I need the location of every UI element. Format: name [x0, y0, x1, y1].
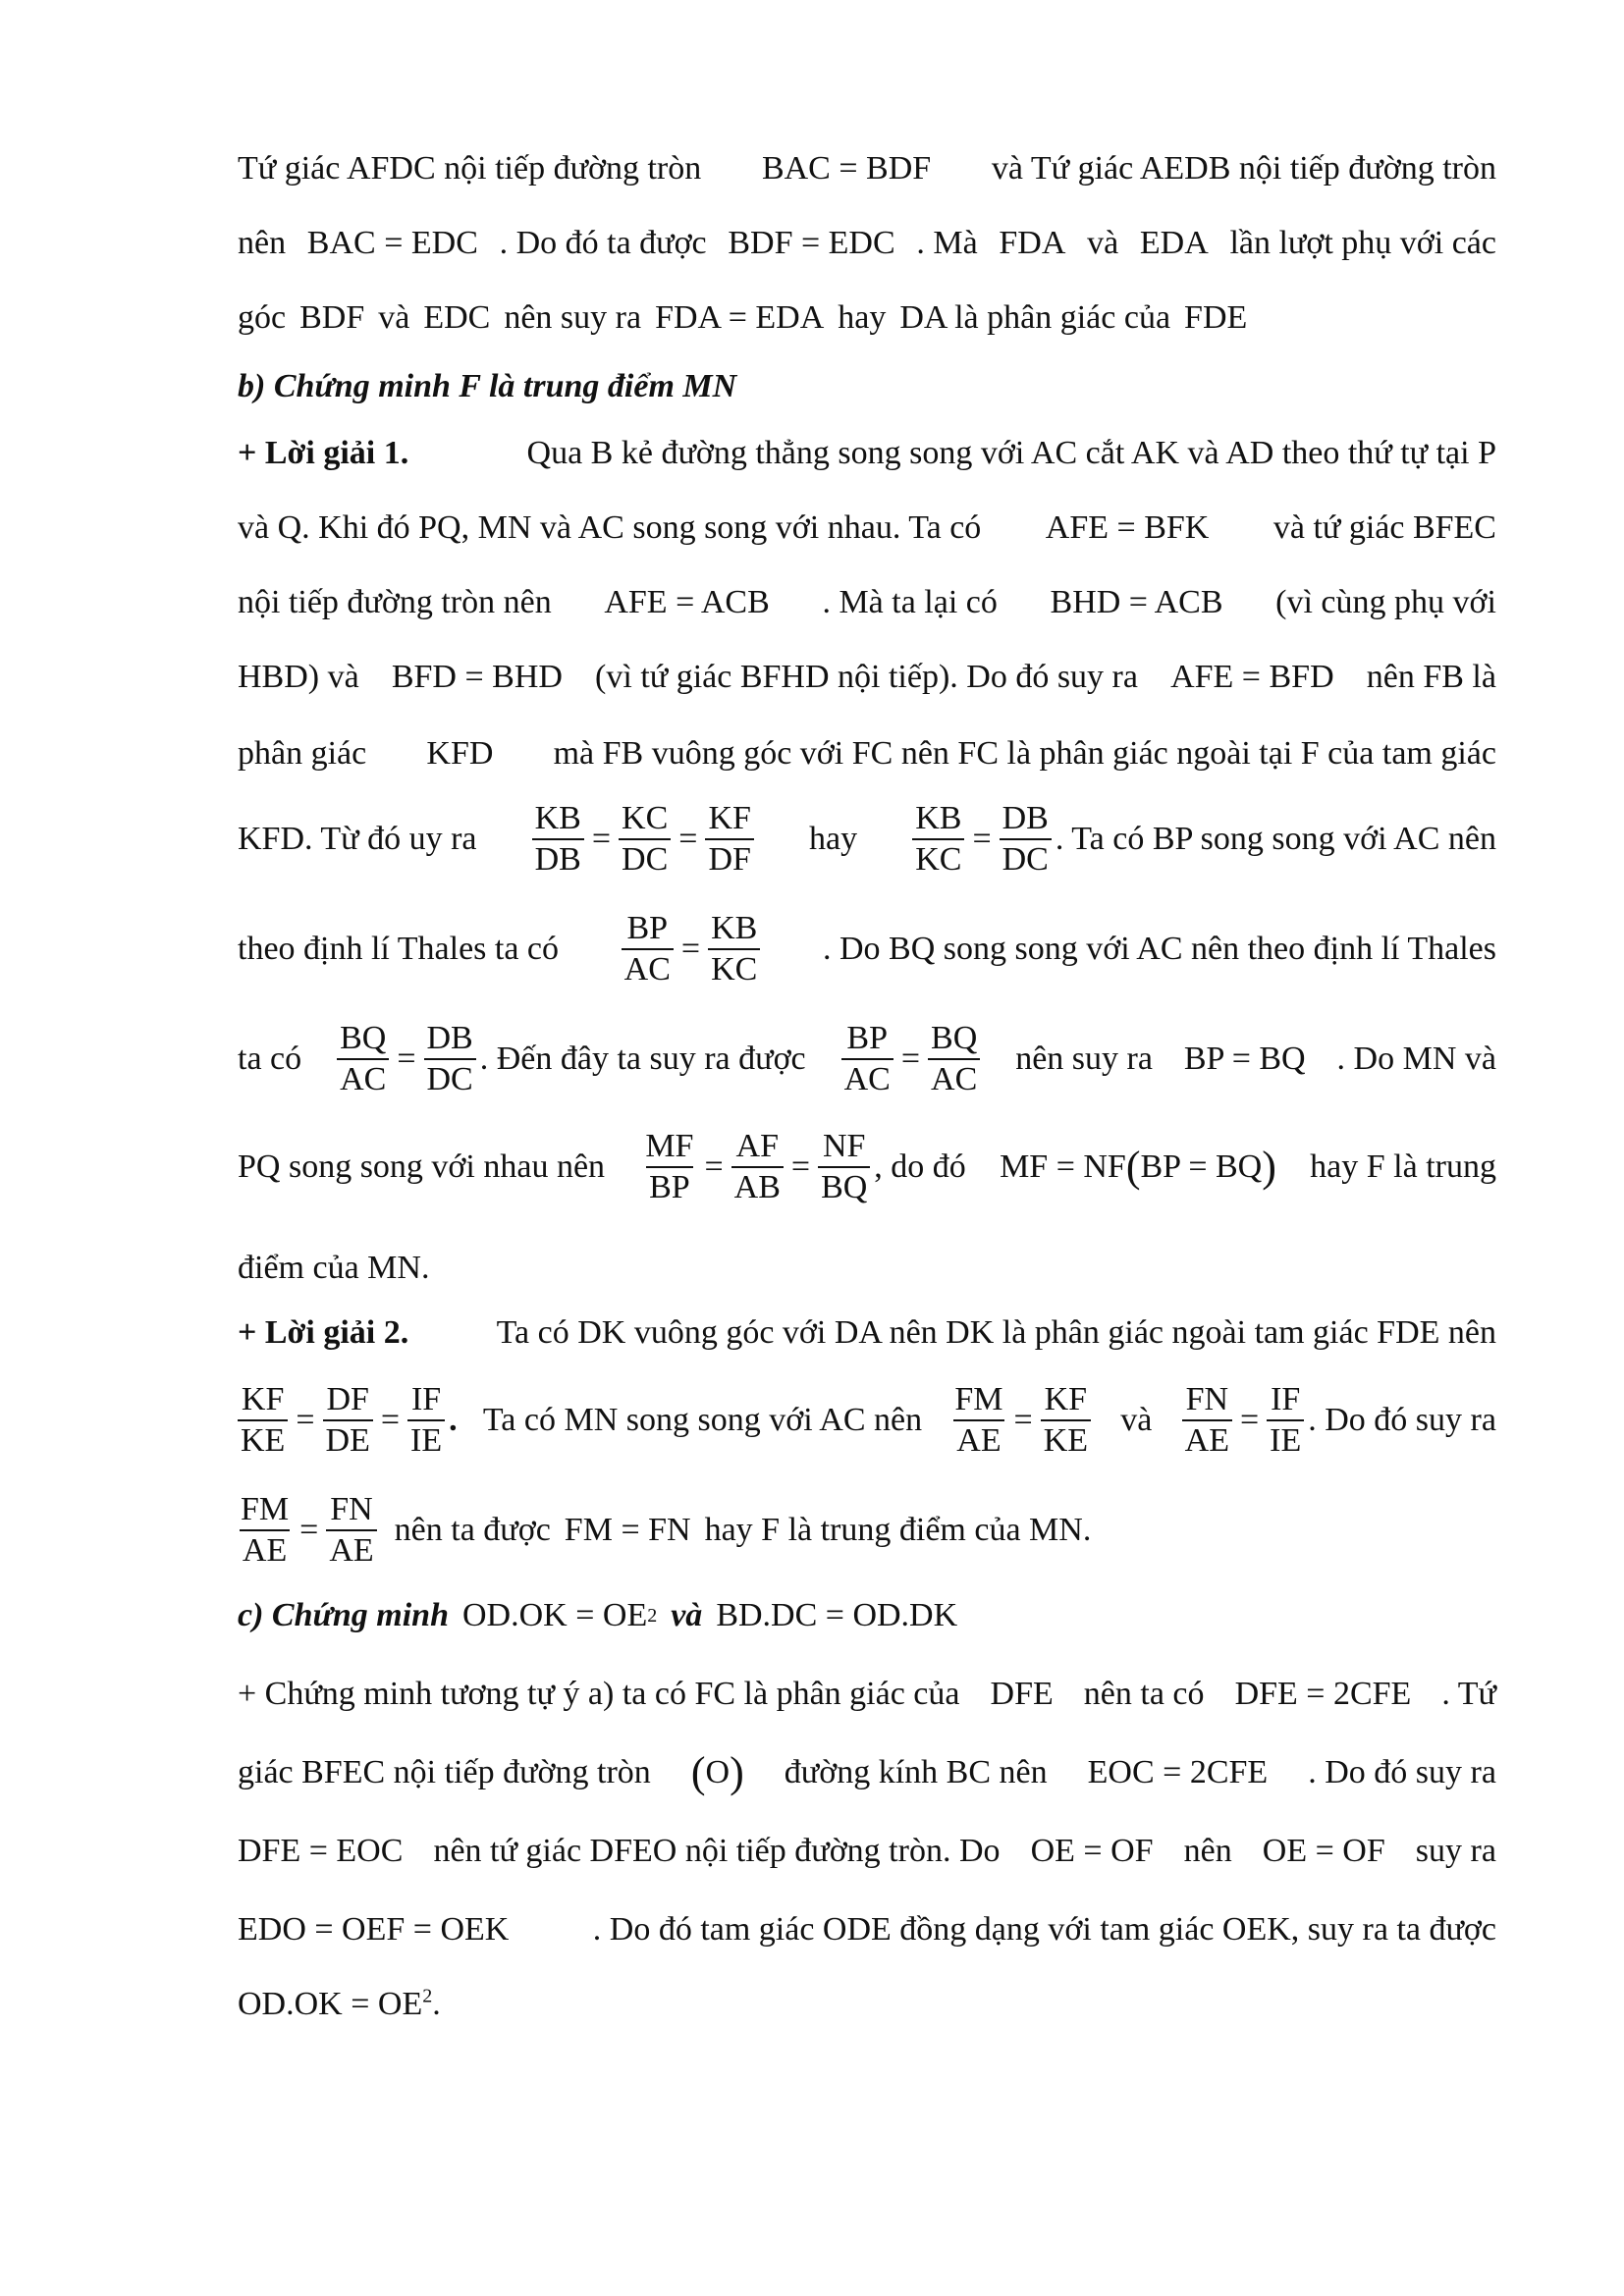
text-run: . Do BQ song song với AC nên theo định lí Thales	[822, 931, 1496, 967]
text-run: (vì cùng phụ với	[1275, 584, 1496, 620]
text-run: . Do đó ta được	[499, 225, 707, 261]
fraction: $\frac{BQ}{AC}$	[928, 1019, 980, 1099]
paragraph-line	[238, 1311, 1496, 1355]
text-run: nội tiếp đường tròn nên	[238, 584, 552, 620]
fraction: $\frac{BQ}{AC}$	[337, 1019, 389, 1099]
paragraph-line: KFD. Từ đó uy ra $\frac{KB}{DB}$ = $\frac{KC}{DC}$ = $\frac{KF}{DF}$ hay $\frac{KB}{KC}$ = $\frac{DB}{DC}$ . Ta có BP song song với AC nên	[238, 800, 1496, 878]
text-run: đường kính BC nên	[784, 1754, 1048, 1790]
math-expression: DFE = EOC	[238, 1833, 404, 1869]
text-run: nên	[1183, 1833, 1232, 1869]
text-run: + Chứng minh tương tự ý a) ta có FC là phân giác của	[238, 1676, 960, 1712]
text-run: nên FB là	[1366, 659, 1496, 695]
math-expression: AFE = BFK	[1045, 509, 1210, 546]
paragraph-line	[238, 507, 1496, 550]
math-expression: KFD	[426, 735, 494, 772]
paragraph-line: điểm của MN.	[238, 1250, 430, 1286]
fraction: $\frac{MF}{BP}$	[645, 1128, 694, 1205]
text-run: và Q. Khi đó PQ, MN và AC song song với nhau. Ta có	[238, 509, 982, 546]
fraction: $\frac{BP}{AC}$	[841, 1019, 893, 1099]
fraction: $\frac{FM}{AE}$	[954, 1381, 1003, 1459]
math-expression: BFD = BHD	[391, 659, 563, 695]
fraction: $\frac{FN}{AE}$	[1182, 1380, 1232, 1461]
fraction: $\frac{KB}{KC}$	[708, 909, 760, 989]
text-run: hay F là trung điểm của MN.	[704, 1512, 1092, 1548]
text-run: KFD. Từ đó uy ra	[238, 821, 477, 857]
text-run: . Do đó suy ra	[1308, 1402, 1496, 1438]
math-expression: FDA = EDA	[655, 299, 825, 336]
math-expression: BAC = BDF	[761, 150, 932, 187]
text-run: ) và	[307, 659, 359, 695]
math-expression: EDC	[423, 299, 491, 336]
text-run: và tứ giác BFEC	[1272, 509, 1496, 546]
section-heading-b: b) Chứng minh F là trung điểm MN	[238, 368, 737, 404]
text-run: . Đến đây ta suy ra được	[479, 1041, 806, 1077]
math-expression: OE = OF	[1030, 1833, 1154, 1869]
math-expression: HBD	[238, 659, 308, 695]
paragraph-line	[238, 147, 1496, 190]
paragraph-line: $\frac{KF}{KE}$ = $\frac{DF}{DE}$ = $\frac{IF}{IE}$ . Ta có MN song song với AC nên $\frac{FM}{AE}$ = $\frac{KF}{KE}$ và $\frac{FN}{AE}$ = $\frac{IF}{IE}$ . Do đó suy ra	[238, 1378, 1496, 1463]
text-run: PQ song song với nhau nên	[238, 1148, 606, 1185]
text-run: và	[378, 299, 410, 336]
text-run: Qua B kẻ đường thẳng song song với AC cắt AK và AD theo thứ tự tại P	[526, 435, 1496, 471]
text-run: hay	[809, 821, 858, 857]
text-run: ta có	[238, 1041, 302, 1077]
text-run: . Do MN và	[1336, 1041, 1496, 1077]
fraction: $\frac{KB}{KC}$	[912, 799, 964, 880]
paragraph-line	[238, 732, 1496, 775]
math-expression: BD.DC = OD.DK	[716, 1597, 958, 1633]
text-run: phân giác	[238, 735, 367, 772]
paragraph-line: $\frac{FM}{AE}$ = $\frac{FN}{AE}$ nên ta được FM = FN hay F là trung điểm của MN.	[238, 1488, 1496, 1573]
text-run: . Mà	[916, 225, 978, 261]
math-expression: DFE	[990, 1676, 1054, 1712]
paragraph-line: giác BFEC nội tiếp đường tròn ( O ) đường kính BC nên EOC = 2CFE . Do đó suy ra	[238, 1748, 1496, 1796]
fraction: $\frac{KC}{DC}$	[619, 799, 671, 880]
paragraph-line	[238, 656, 1496, 699]
math-expression: OD.OK = OE	[238, 1986, 423, 2022]
fraction: $\frac{DF}{DE}$	[323, 1380, 373, 1461]
fraction: $\frac{IF}{IE}$	[407, 1380, 445, 1461]
paragraph-line: $OD.OK = OE^2$.	[238, 1985, 441, 2022]
paragraph-line	[238, 1908, 1496, 1951]
text-run: nên	[238, 225, 287, 261]
paragraph-line	[238, 581, 1496, 624]
math-expression: DFE = 2CFE	[1234, 1676, 1412, 1712]
fraction: $\frac{KF}{KE}$	[1041, 1380, 1091, 1461]
text-run: lần lượt phụ với các	[1229, 225, 1496, 261]
text-run: nên ta có	[1083, 1676, 1205, 1712]
math-expression: OE = OF	[1262, 1833, 1385, 1869]
paragraph-line	[238, 432, 1496, 475]
fraction: $\frac{DB}{DC}$	[1000, 799, 1052, 880]
math-expression: EDO = OEF = OEK	[238, 1911, 510, 1948]
paragraph-line	[238, 222, 1496, 265]
text-run: mà FB vuông góc với FC nên FC là phân giác ngoài tại F của tam giác	[553, 735, 1496, 772]
text-run: . Do đó suy ra	[1308, 1754, 1496, 1790]
math-expression: EDA	[1139, 225, 1209, 261]
math-expression: BAC = EDC	[306, 225, 478, 261]
text-run: suy ra	[1415, 1833, 1496, 1869]
text-run: Tứ giác AFDC nội tiếp đường tròn	[238, 150, 702, 187]
math-expression: BHD = ACB	[1050, 584, 1223, 620]
text-run: góc	[238, 299, 287, 336]
text-run: . Mà ta lại có	[822, 584, 998, 620]
math-expression: BP = BQ	[1183, 1041, 1306, 1077]
fraction: $\frac{KF}{KE}$	[238, 1380, 288, 1461]
fraction: $\frac{KB}{DB}$	[532, 799, 584, 880]
fraction: $\frac{FN}{AE}$	[326, 1490, 376, 1571]
fraction: $\frac{AF}{AB}$	[731, 1127, 784, 1207]
text-run: giác BFEC nội tiếp đường tròn	[238, 1754, 651, 1790]
text-run: . Tứ	[1441, 1676, 1496, 1712]
fraction: $\frac{NF}{BQ}$	[818, 1127, 870, 1207]
paragraph-line: ta có $\frac{BQ}{AC}$ = $\frac{DB}{DC}$ . Đến đây ta suy ra được $\frac{BP}{AC}$ = $\frac{BQ}{AC}$ nên suy ra BP = BQ . Do MN và	[238, 1020, 1496, 1097]
text-run: (vì tứ giác BFHD nội tiếp). Do đó suy ra	[595, 659, 1138, 695]
text-run: nên suy ra	[1015, 1041, 1153, 1077]
math-expression: BDF = EDC	[728, 225, 895, 261]
text-run: và	[1120, 1402, 1153, 1438]
math-expression: FM = FN	[564, 1512, 691, 1548]
text-run: , do đó	[874, 1148, 966, 1185]
text-run: hay	[838, 299, 887, 336]
text-run: nên tứ giác DFEO nội tiếp đường tròn. Do	[433, 1833, 1001, 1869]
text-run: nên ta được	[394, 1512, 551, 1548]
fraction: $\frac{IF}{IE}$	[1267, 1380, 1304, 1461]
text-run: . Do đó tam giác ODE đồng dạng với tam giác OEK, suy ra ta được	[592, 1911, 1496, 1948]
paragraph-line	[238, 1673, 1496, 1716]
fraction: $\frac{KF}{DF}$	[705, 799, 753, 880]
math-expression: MF = NF	[1000, 1148, 1126, 1185]
paragraph-line: PQ song song với nhau nên $\frac{MF}{BP}$ = $\frac{AF}{AB}$ = $\frac{NF}{BQ}$ , do đó MF = NF ( BP = BQ ) hay F là trung	[238, 1128, 1496, 1205]
text-run: hay F là trung	[1310, 1148, 1496, 1185]
solution-label: + Lời giải 1.	[238, 435, 409, 471]
paragraph-line: theo định lí Thales ta có $\frac{BP}{AC}$ = $\frac{KB}{KC}$ . Do BQ song song với AC nên theo định lí Thales	[238, 910, 1496, 988]
solution-label: + Lời giải 2.	[238, 1314, 409, 1351]
math-expression: EOC = 2CFE	[1087, 1754, 1269, 1790]
math-expression: BP = BQ	[1140, 1148, 1263, 1185]
fraction: $\frac{DB}{DC}$	[424, 1019, 476, 1099]
fraction: $\frac{BP}{AC}$	[622, 909, 674, 989]
text-run: Ta có MN song song với AC nên	[482, 1402, 923, 1438]
math-expression: FDA	[999, 225, 1066, 261]
paragraph-line	[238, 296, 1496, 340]
text-run: Ta có DK vuông góc với DA nên DK là phân giác ngoài tam giác FDE nên	[496, 1314, 1496, 1351]
math-expression: BDF	[299, 299, 365, 336]
paragraph-line	[238, 1830, 1496, 1873]
text-run: và	[1087, 225, 1119, 261]
text-run: DA là phân giác của	[899, 299, 1171, 336]
math-expression: AFE = BFD	[1170, 659, 1334, 695]
text-run: và Tứ giác AEDB nội tiếp đường tròn	[991, 150, 1496, 187]
math-expression: FDE	[1184, 299, 1248, 336]
section-heading-c: c) Chứng minh OD.OK = OE 2 và BD.DC = OD.DK	[238, 1594, 1496, 1637]
text-run: nên suy ra	[504, 299, 642, 336]
fraction: $\frac{FM}{AE}$	[241, 1491, 290, 1569]
text-run: theo định lí Thales ta có	[238, 931, 560, 967]
math-expression: OD.OK = OE	[462, 1597, 648, 1633]
math-expression: AFE = ACB	[604, 584, 770, 620]
text-run: . Ta có BP song song với AC nên	[1055, 821, 1496, 857]
